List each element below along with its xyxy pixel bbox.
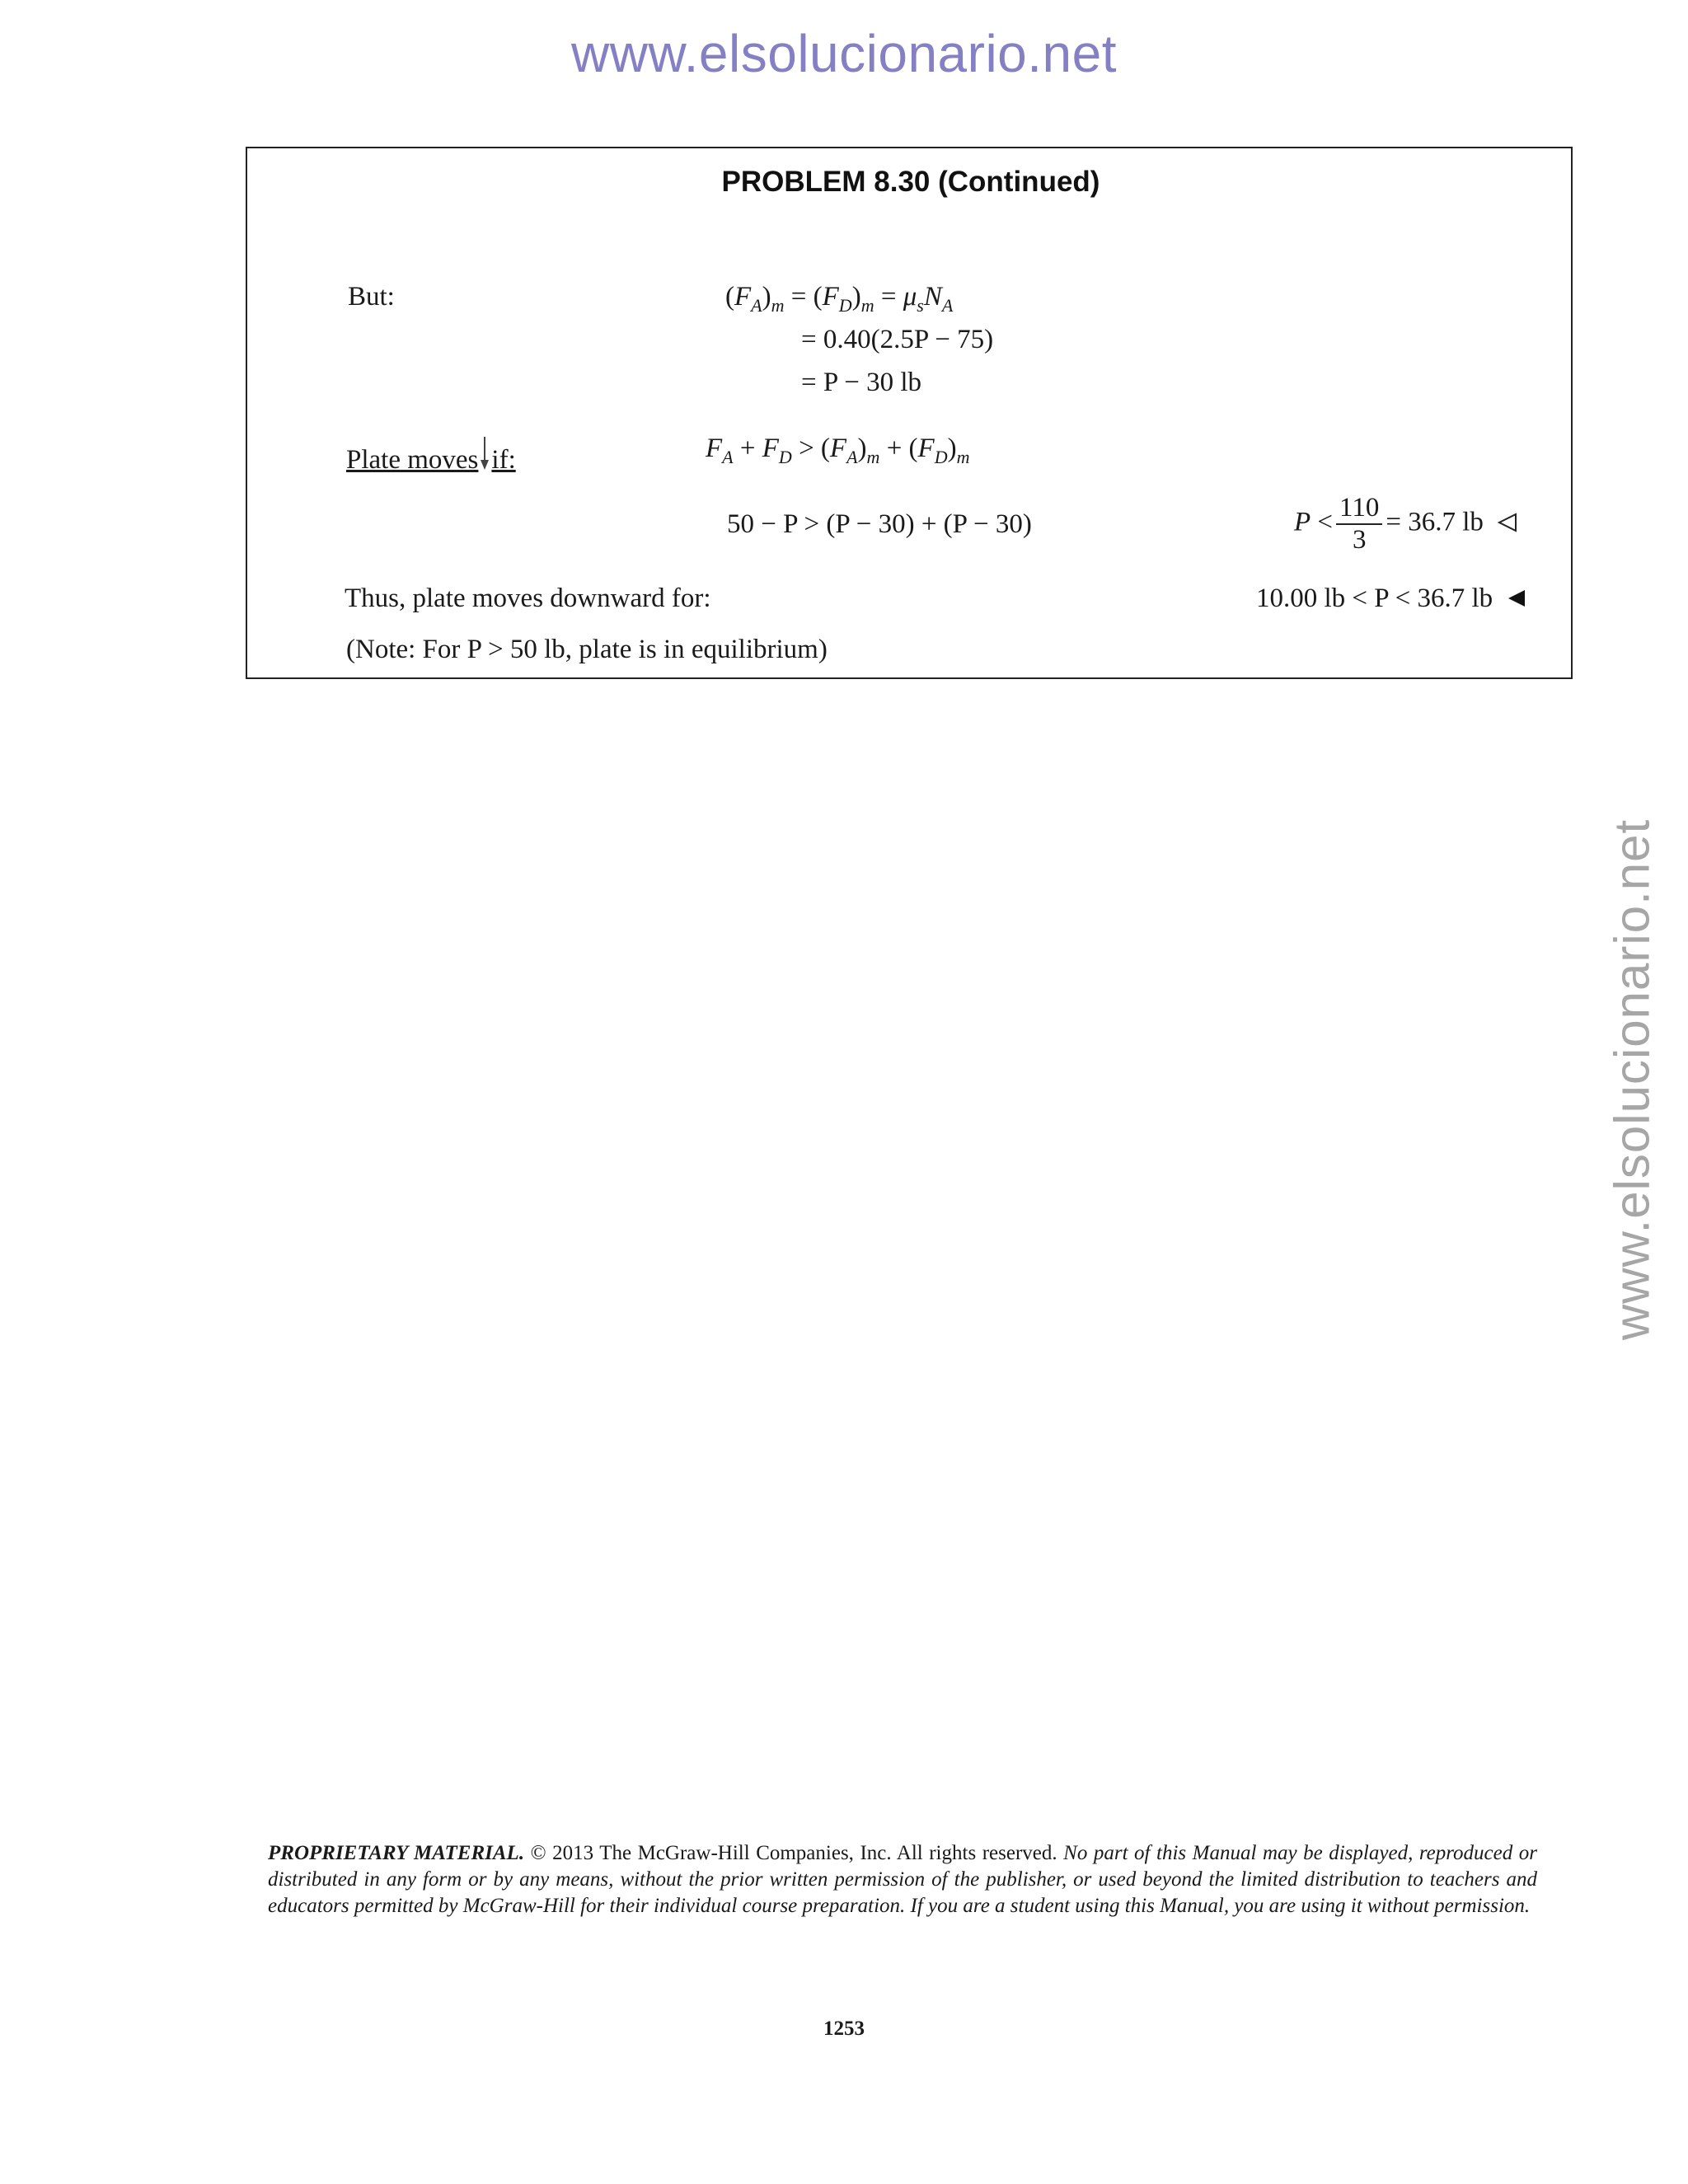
fraction-numerator: 110 xyxy=(1336,494,1382,525)
watermark-top: www.elsolucionario.net xyxy=(571,24,1117,83)
friction-max-equation-line2: = 0.40(2.5P − 75) xyxy=(801,325,994,354)
substituted-equation: 50 − P > (P − 30) + (P − 30) xyxy=(727,509,1032,539)
final-answer-text: 10.00 lb < P < 36.7 lb xyxy=(1256,583,1493,613)
problem-title: PROBLEM 8.30 (Continued) xyxy=(721,166,1100,198)
conclusion-label: Thus, plate moves downward for: xyxy=(345,583,711,613)
if-text: if: xyxy=(491,445,516,475)
footer-lead: PROPRIETARY MATERIAL. xyxy=(268,1842,525,1864)
filled-triangle-icon xyxy=(1506,587,1527,613)
fraction-denominator: 3 xyxy=(1352,525,1367,555)
motion-condition-equation: $F_A + F_D > (F_A)_m + (F_D)_m$ xyxy=(706,434,970,467)
footer-notice: No part of this Manual may be displayed, reproduced or distributed in any form or by any means, without the prior written permission of the publisher, or used beyond the limited distribution to teachers and educators permitted by McGraw-Hill for their individual course preparation. If you are a student using this Manual, you are using it without permission. xyxy=(268,1842,1537,1917)
fraction xyxy=(1336,494,1382,554)
footer-copyright: © 2013 The McGraw-Hill Companies, Inc. All rights reserved. xyxy=(530,1842,1057,1864)
but-label: But: xyxy=(348,282,395,312)
solution-box xyxy=(246,147,1573,679)
page-number: 1253 xyxy=(823,2018,865,2040)
down-arrow-icon xyxy=(478,445,491,475)
intermediate-result: P < $\frac{110}{3}$ = 36.7 lb xyxy=(1294,494,1518,554)
copyright-notice xyxy=(268,1840,1537,1919)
plate-moves-label xyxy=(346,435,516,474)
final-answer xyxy=(1256,585,1527,613)
friction-max-equation: $(F_A)_m = (F_D)_m = \mu_sN_A$ xyxy=(725,282,954,316)
friction-max-equation-line3: = P − 30 lb xyxy=(801,368,922,397)
watermark-side: www.elsolucionario.net xyxy=(1604,818,1660,1341)
result-value: = 36.7 lb xyxy=(1386,507,1484,537)
plate-moves-text: Plate moves xyxy=(346,445,479,475)
open-triangle-icon xyxy=(1497,511,1518,537)
note-text: (Note: For P > 50 lb, plate is in equilibrium) xyxy=(346,635,828,664)
